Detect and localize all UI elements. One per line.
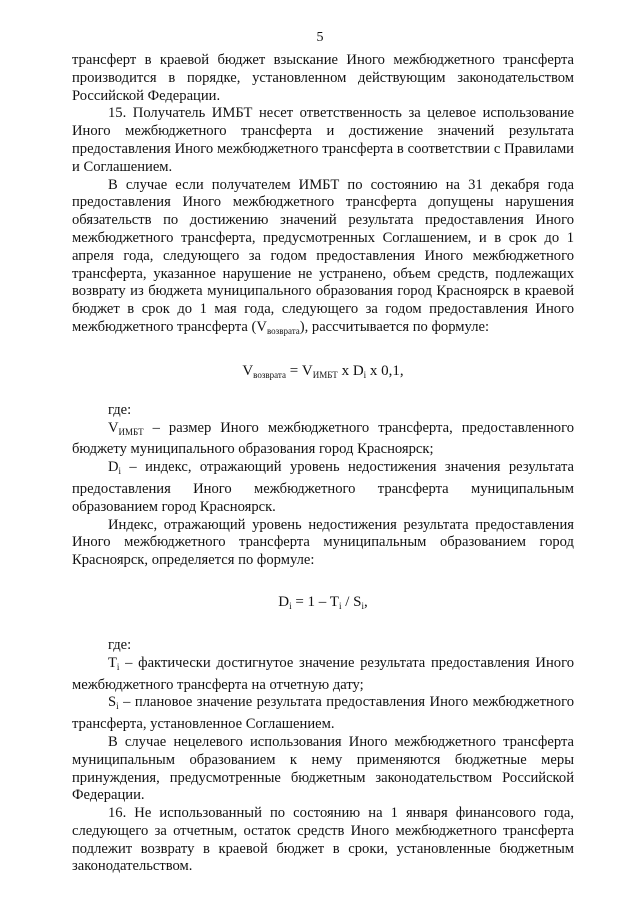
paragraph-15: 15. Получатель ИМБТ несет ответственность за целевое использование Иного межбюджетного трансферта и достижение значений результата предоставления Иного межбюджетного трансферта в соответствии с Правилами и Соглашением. — [72, 105, 574, 175]
formula-d-sub: i — [363, 369, 367, 380]
definition-ti — [72, 655, 574, 695]
paragraph-transfer-recovery: трансферт в краевой бюджет взыскание Иного межбюджетного трансферта производится в порядке, установленном действующим законодательством Российской Федерации. — [72, 52, 574, 104]
formula-times-coef: x 0,1, — [366, 362, 404, 379]
where-label-1: где: — [108, 401, 132, 418]
var-s: S — [108, 694, 117, 711]
definition-di-text: – индекс, отражающий уровень недостижения значения результата предоставления Иного межбюджетного трансферта муниципальным образованием город Красноярск. — [72, 459, 574, 515]
formula-times-d: x D — [337, 362, 364, 379]
formula-equals-v: = V — [285, 362, 313, 379]
formula2-t-sub: i — [338, 600, 342, 611]
var-d: D — [108, 459, 119, 476]
var-t-sub: i — [116, 661, 120, 672]
var-t: T — [108, 654, 117, 671]
paragraph-16: 16. Не использованный по состоянию на 1 января финансового года, следующего за отчетным, остаток средств Иного межбюджетного трансферта подлежит возврату в краевой бюджет в сроки, установленные бюджетным законодательством. — [72, 805, 574, 875]
var-v: V — [108, 419, 119, 436]
formula2-div-s: / S — [341, 593, 362, 610]
paragraph-violation-end: ), рассчитывается по формуле: — [299, 318, 490, 335]
formula2-minus-t: = 1 – T — [291, 593, 339, 610]
v-return-subscript: возврата — [266, 325, 300, 336]
where-label-2: где: — [108, 636, 132, 653]
definition-v-imbt-text: – размер Иного межбюджетного трансферта, предоставленного бюджету муниципального образования город Красноярск; — [72, 419, 574, 458]
var-d-sub: i — [118, 466, 122, 477]
formula2-s-sub: i — [361, 600, 364, 611]
formula2-d-sub: i — [289, 600, 292, 611]
paragraph-violation-return — [72, 177, 574, 341]
paragraph-index-definition: Индекс, отражающий уровень недостижения результата предоставления Иного межбюджетного трансферта муниципальным образованием город Красноярск, определяется по формуле: — [72, 516, 574, 569]
page-number: 5 — [316, 30, 324, 45]
definition-si-text: – плановое значение результата предоставления Иного межбюджетного трансферта, установленное Соглашением. — [72, 694, 574, 733]
paragraph-violation-text: В случае если получателем ИМБТ по состоянию на 31 декабря года предоставления Иного межбюджетного трансферта допущены нарушения обязательств по достижению значений результата предоставления Иного межбюджетного трансферта, предусмотренных Соглашением, и в срок до 1 апреля года, следующего за годом предоставления Иного межбюджетного трансферта, указанное нарушение не устранено, объем средств, подлежащих возврату из бюджета муниципального образования город Красноярск в краевой бюджет в срок до 1 мая года, следующего за годом предоставления Иного межбюджетного трансферта (V — [72, 176, 574, 335]
definition-ti-text: – фактически достигнутое значение результата предоставления Иного межбюджетного трансферта на отчетную дату; — [72, 654, 574, 693]
formula-v-symbol: V — [242, 362, 254, 379]
definition-di — [72, 459, 574, 516]
formula2-comma: , — [364, 593, 368, 610]
var-v-sub: ИМБТ — [118, 426, 144, 437]
formula2-d: D — [278, 593, 290, 610]
formula-v-return — [72, 363, 574, 380]
document-body — [72, 52, 574, 876]
definition-si — [72, 694, 574, 734]
paragraph-misuse: В случае нецелевого использования Иного межбюджетного трансферта муниципальным образованием к нему применяются бюджетные меры принуждения, предусмотренные бюджетным законодательством Российской Федерации. — [72, 733, 574, 804]
formula-di — [72, 594, 574, 611]
var-s-sub: i — [116, 701, 119, 712]
definition-v-imbt — [72, 420, 574, 460]
formula-imbt-sub: ИМБТ — [312, 369, 338, 380]
formula-v-return-sub: возврата — [253, 369, 286, 380]
